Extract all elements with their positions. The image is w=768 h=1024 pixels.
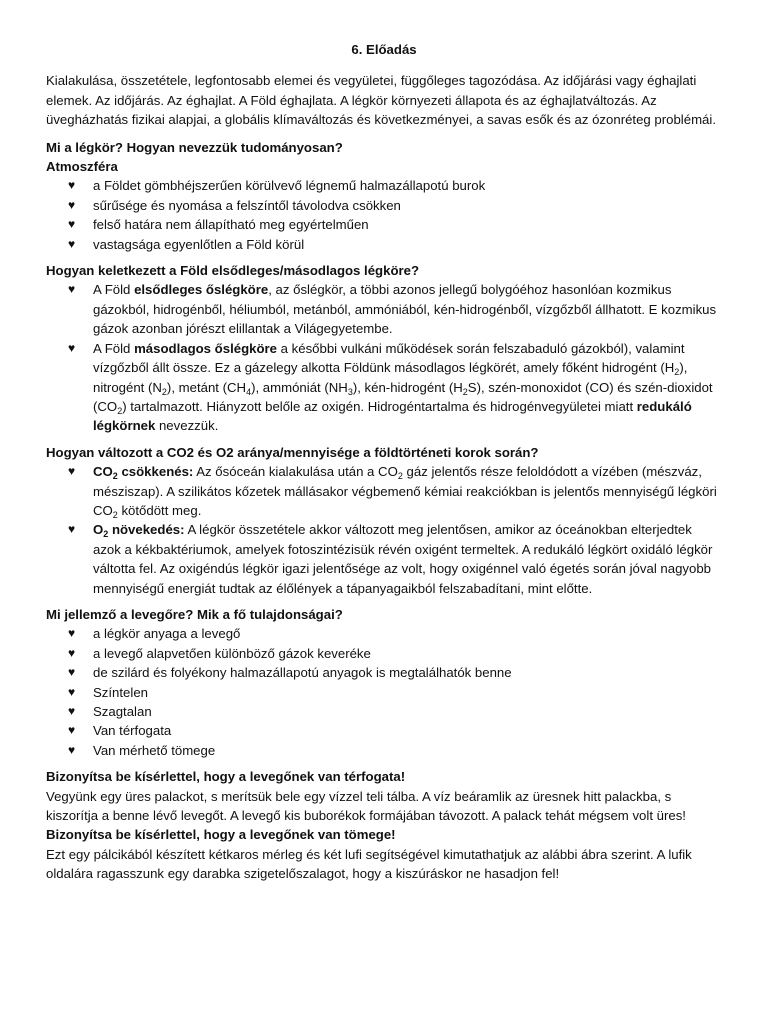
heart-bullet-icon: ♥ (68, 282, 76, 297)
list-item: ♥ $CO_2$ csökkenés: Az ősóceán kialakulása után a $CO_2$ gáz jelentős része feloldódott a vízében (mészváz, mésziszap). A szilikátos kőzetek mállásakor végbemenő kémiai reakciókban is jelentős mennyiségű légköri $CO_2$ kötődött meg. (68, 464, 717, 520)
list-item: ♥ Színtelen (46, 683, 722, 702)
list-item: ♥ Van mérhető tömege (46, 741, 722, 760)
heart-bullet-icon: ♥ (68, 665, 76, 680)
list-item: ♥ A Föld elsődleges őslégköre, az őslégkör, a többi azonos jellegű bolygóéhoz hasonlóan kozmikus gázokból, hidrogénből, héliumból, metánból, ammóniából, kén-hidrogénből, vízgőzből állhatott. E kozmikus gázok azonban jórészt elillantak a Világegyetembe. (68, 282, 717, 337)
section-heading-legkor: Mi a légkör? Hogyan nevezzük tudományosan? (46, 139, 343, 155)
list-item: ♥ Van térfogata (46, 721, 722, 740)
list-item: ♥ sűrűsége és nyomása a felszíntől távolodva csökken (46, 196, 722, 215)
legkor-list (46, 176, 722, 254)
section-heading-keletkezes: Hogyan keletkezett a Föld elsődleges/másodlagos légköre? (46, 263, 420, 279)
heart-bullet-icon: ♥ (68, 340, 76, 355)
co2-o2-list (46, 462, 722, 598)
section-heading-co2-o2: Hogyan változott a CO2 és O2 aránya/mennyisége a földtörténeti korok során? (46, 444, 539, 460)
keletkezes-list (46, 280, 722, 435)
lecture-title: 6. Előadás (351, 42, 417, 57)
heart-bullet-icon: ♥ (68, 217, 76, 232)
heart-bullet-icon: ♥ (68, 178, 76, 193)
heart-bullet-icon: ♥ (68, 645, 76, 660)
section-heading-tomeg: Bizonyítsa be kísérlettel, hogy a levegőnek van tömege! (46, 827, 396, 843)
list-item: ♥ a Földet gömbhéjszerűen körülvevő légnemű halmazállapotú burok (46, 176, 722, 195)
list-item: ♥ $O_2$ növekedés: A légkör összetétele akkor változott meg jelentősen, amikor az óceánokban elterjedtek azok a kékbaktériumok, amelyek fotoszintézisük révén oxigént termeltek. A redukáló légkört oxidáló légkör váltotta fel. Az oxigéndús légkör igazi jelentősége az volt, hogy oxigénnel való égetés során jóval nagyobb mennyiségű energiát tudtak az élőlények a tápanyagaikból felszabadítani, mint előtte. (68, 522, 713, 596)
tomeg-paragraph: Ezt egy pálcikából készített kétkaros mérleg és két lufi segítségével kimutathatjuk az alábbi ábra szerint. A lufik oldalára ragasszunk egy darabka szigetelőszalagot, hogy a kiszúráskor ne hasadjon fel! (46, 846, 692, 882)
heart-bullet-icon: ♥ (68, 197, 76, 212)
list-item: ♥ felső határa nem állapítható meg egyértelműen (46, 215, 722, 234)
intro-paragraph: Kialakulása, összetétele, legfontosabb elemei és vegyületei, függőleges tagozódása. Az időjárási vagy éghajlati elemek. Az időjárás. Az éghajlat. A Föld éghajlata. A légkör környezeti állapota és az éghajlatváltozás. Az üvegházhatás fizikai alapjai, a globális klímaváltozás és következményei, a savas esők és az ózonréteg problémái. (46, 73, 716, 128)
heart-bullet-icon: ♥ (68, 236, 76, 251)
list-item: ♥ Szagtalan (46, 702, 722, 721)
list-item: ♥ A Föld másodlagos őslégköre a későbbi vulkáni működések során felszabaduló gázokból), valamint vízgőzből állt össze. Ez a gázelegy alkotta Földünk másodlagos légkörét, amely főként hidrogént $(H_2)$, nitrogént $(N_2)$, metánt $(CH_4)$, ammóniát $(NH_3)$, kén-hidrogént $(H_2S)$, szén-monoxidot (CO) és szén-dioxidot $(CO_2)$ tartalmazott. Hiányzott belőle az oxigén. Hidrogéntartalma és hidrogénvegyületei miatt redukáló légkörnek nevezzük. (68, 340, 713, 434)
heart-bullet-icon: ♥ (68, 742, 76, 757)
list-item: ♥ vastagsága egyenlőtlen a Föld körül (46, 235, 722, 254)
heart-bullet-icon: ♥ (68, 464, 76, 479)
section-heading-levego: Mi jellemző a levegőre? Mik a fő tulajdonságai? (46, 606, 343, 622)
list-item: ♥ de szilárd és folyékony halmazállapotú anyagok is megtalálhatók benne (46, 663, 722, 682)
section-heading-terfogat: Bizonyítsa be kísérlettel, hogy a levegőnek van térfogata! (46, 769, 406, 785)
heart-bullet-icon: ♥ (68, 704, 76, 718)
heart-bullet-icon: ♥ (68, 723, 76, 738)
terfogat-paragraph: Vegyünk egy üres palackot, s merítsük bele egy vízzel teli tálba. A víz beáramlik az üresnek hitt palackba, s kiszorítja a benne lévő levegőt. A levegő kis buborékok formájában távozott. A palack tehát mégsem volt üres! (46, 788, 686, 824)
heart-bullet-icon: ♥ (68, 522, 76, 537)
levego-list (46, 624, 722, 760)
heart-bullet-icon: ♥ (68, 684, 76, 699)
section-subheading-atmoszfera: Atmoszféra (46, 159, 118, 175)
heart-bullet-icon: ♥ (68, 626, 76, 641)
list-item: ♥ a légkör anyaga a levegő (46, 624, 722, 643)
list-item: ♥ a levegő alapvetően különböző gázok keveréke (46, 644, 722, 663)
